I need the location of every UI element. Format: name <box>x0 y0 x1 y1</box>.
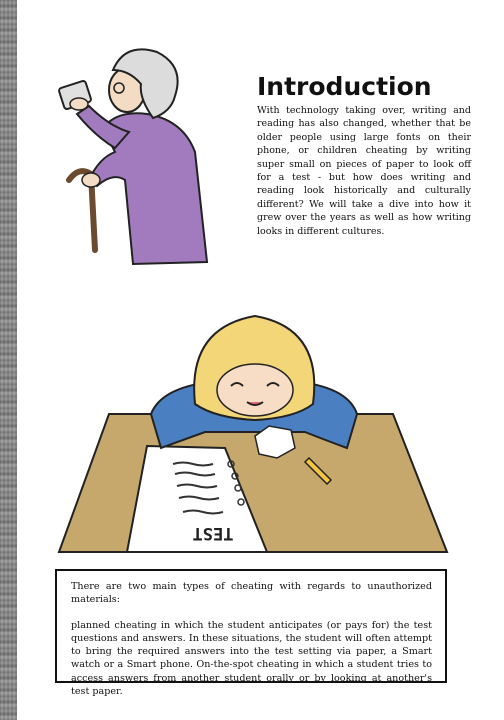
callout-paragraph-1: There are two main types of cheating with regards to unauthorized materials: <box>71 581 432 606</box>
page-edge-texture-overlay <box>0 0 17 720</box>
student-illustration <box>55 308 455 558</box>
test-paper-label: TEST <box>192 523 234 543</box>
section-title: Introduction <box>257 72 432 101</box>
intro-paragraph: With technology taking over, writing and reading has also changed, whether that be older people using large fonts on their phone, or children cheating by writing super small on pieces of paper to look off for a test - but how does writing and reading look historically and culturally different? We will take a dive into how it grew over the years as well as how writing looks in different cultures. <box>257 105 471 237</box>
elderly-woman-illustration <box>55 40 220 270</box>
cheating-callout-box <box>55 569 447 698</box>
callout-paragraph-2: planned cheating in which the student anticipates (or pays for) the test questions and answers. In these situations, the student will often attempt to bring the required answers into the test setting via paper, a Smart watch or a Smart phone. On-the-spot cheating in which a student tries to access answers from another student orally or by looking at another's test paper. <box>71 619 432 698</box>
